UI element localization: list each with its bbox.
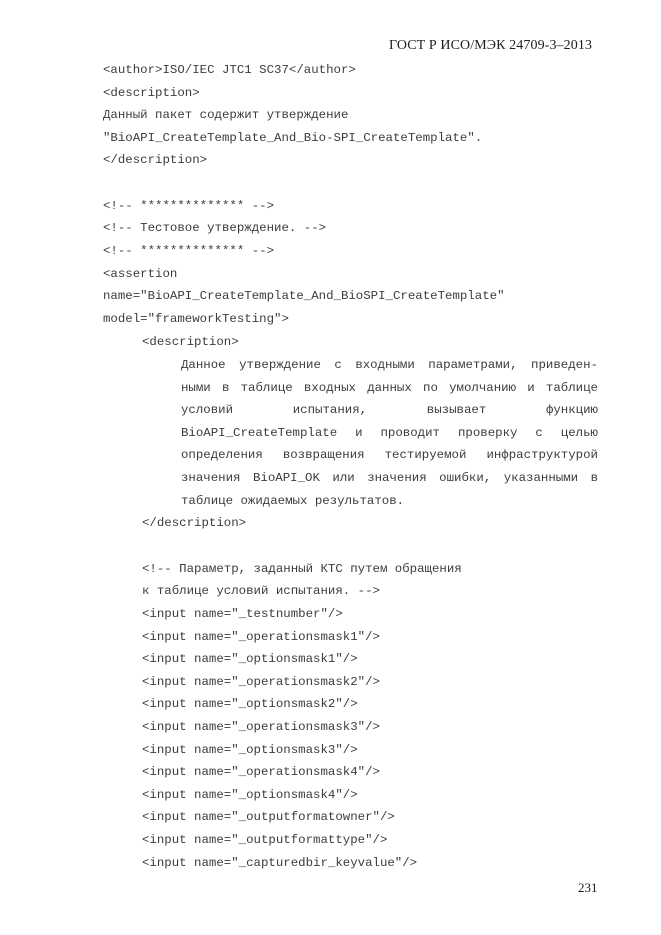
paragraph-line: BioAPI_CreateTemplate и проводит проверку с целью bbox=[181, 426, 598, 440]
code-line-input-optionsmask2: <input name="_optionsmask2"/> bbox=[142, 697, 358, 711]
code-line-description-close: </description> bbox=[103, 153, 208, 167]
code-line-inner-description-close: </description> bbox=[142, 516, 247, 530]
code-line-comment-stars: <!-- ************** --> bbox=[103, 244, 275, 258]
code-line-input-optionsmask1: <input name="_optionsmask1"/> bbox=[142, 652, 358, 666]
code-line-input-outputformatowner: <input name="_outputformatowner"/> bbox=[142, 810, 395, 824]
paragraph-line: ными в таблице входных данных по умолчанию и таблице bbox=[181, 381, 598, 395]
code-line-input-operationsmask3: <input name="_operationsmask3"/> bbox=[142, 720, 380, 734]
code-line-package-desc: Данный пакет содержит утверждение bbox=[103, 108, 349, 122]
code-line-assertion-open: <assertion bbox=[103, 267, 178, 281]
code-line-input-testnumber: <input name="_testnumber"/> bbox=[142, 607, 343, 621]
code-line-input-operationsmask4: <input name="_operationsmask4"/> bbox=[142, 765, 380, 779]
code-line-input-operationsmask1: <input name="_operationsmask1"/> bbox=[142, 630, 380, 644]
page-number: 231 bbox=[578, 880, 598, 895]
code-line-input-operationsmask2: <input name="_operationsmask2"/> bbox=[142, 675, 380, 689]
code-line-input-outputformattype: <input name="_outputformattype"/> bbox=[142, 833, 388, 847]
code-line-comment-parameter-cont: к таблице условий испытания. --> bbox=[142, 584, 380, 598]
code-line-package-name: "BioAPI_CreateTemplate_And_Bio-SPI_CreateTemplate". bbox=[103, 131, 483, 145]
code-line-input-optionsmask4: <input name="_optionsmask4"/> bbox=[142, 788, 358, 802]
code-line-comment-test-assertion: <!-- Тестовое утверждение. --> bbox=[103, 221, 327, 235]
paragraph-line: условий испытания, вызывает функцию bbox=[181, 403, 598, 417]
document-standard-header: ГОСТ Р ИСО/МЭК 24709-3–2013 bbox=[389, 38, 593, 53]
code-line-input-optionsmask3: <input name="_optionsmask3"/> bbox=[142, 743, 358, 757]
code-line-assertion-model: model="frameworkTesting"> bbox=[103, 312, 289, 326]
paragraph-line: определения возвращения тестируемой инфраструктурой bbox=[181, 448, 598, 462]
code-line-description-open: <description> bbox=[103, 86, 200, 100]
code-line-comment-stars: <!-- ************** --> bbox=[103, 199, 275, 213]
code-line-assertion-name: name="BioAPI_CreateTemplate_And_BioSPI_CreateTemplate" bbox=[103, 289, 505, 303]
paragraph-line: таблице ожидаемых результатов. bbox=[181, 494, 405, 508]
paragraph-line: значения BioAPI_OK или значения ошибки, указанными в bbox=[181, 471, 598, 485]
code-line-comment-parameter: <!-- Параметр, заданный КТС путем обращения bbox=[142, 562, 462, 576]
code-line-author: <author>ISO/IEC JTC1 SC37</author> bbox=[103, 63, 356, 77]
code-line-input-capturedbir-keyvalue: <input name="_capturedbir_keyvalue"/> bbox=[142, 856, 418, 870]
paragraph-line: Данное утверждение с входными параметрами, приведен- bbox=[181, 358, 598, 372]
code-line-inner-description-open: <description> bbox=[142, 335, 239, 349]
